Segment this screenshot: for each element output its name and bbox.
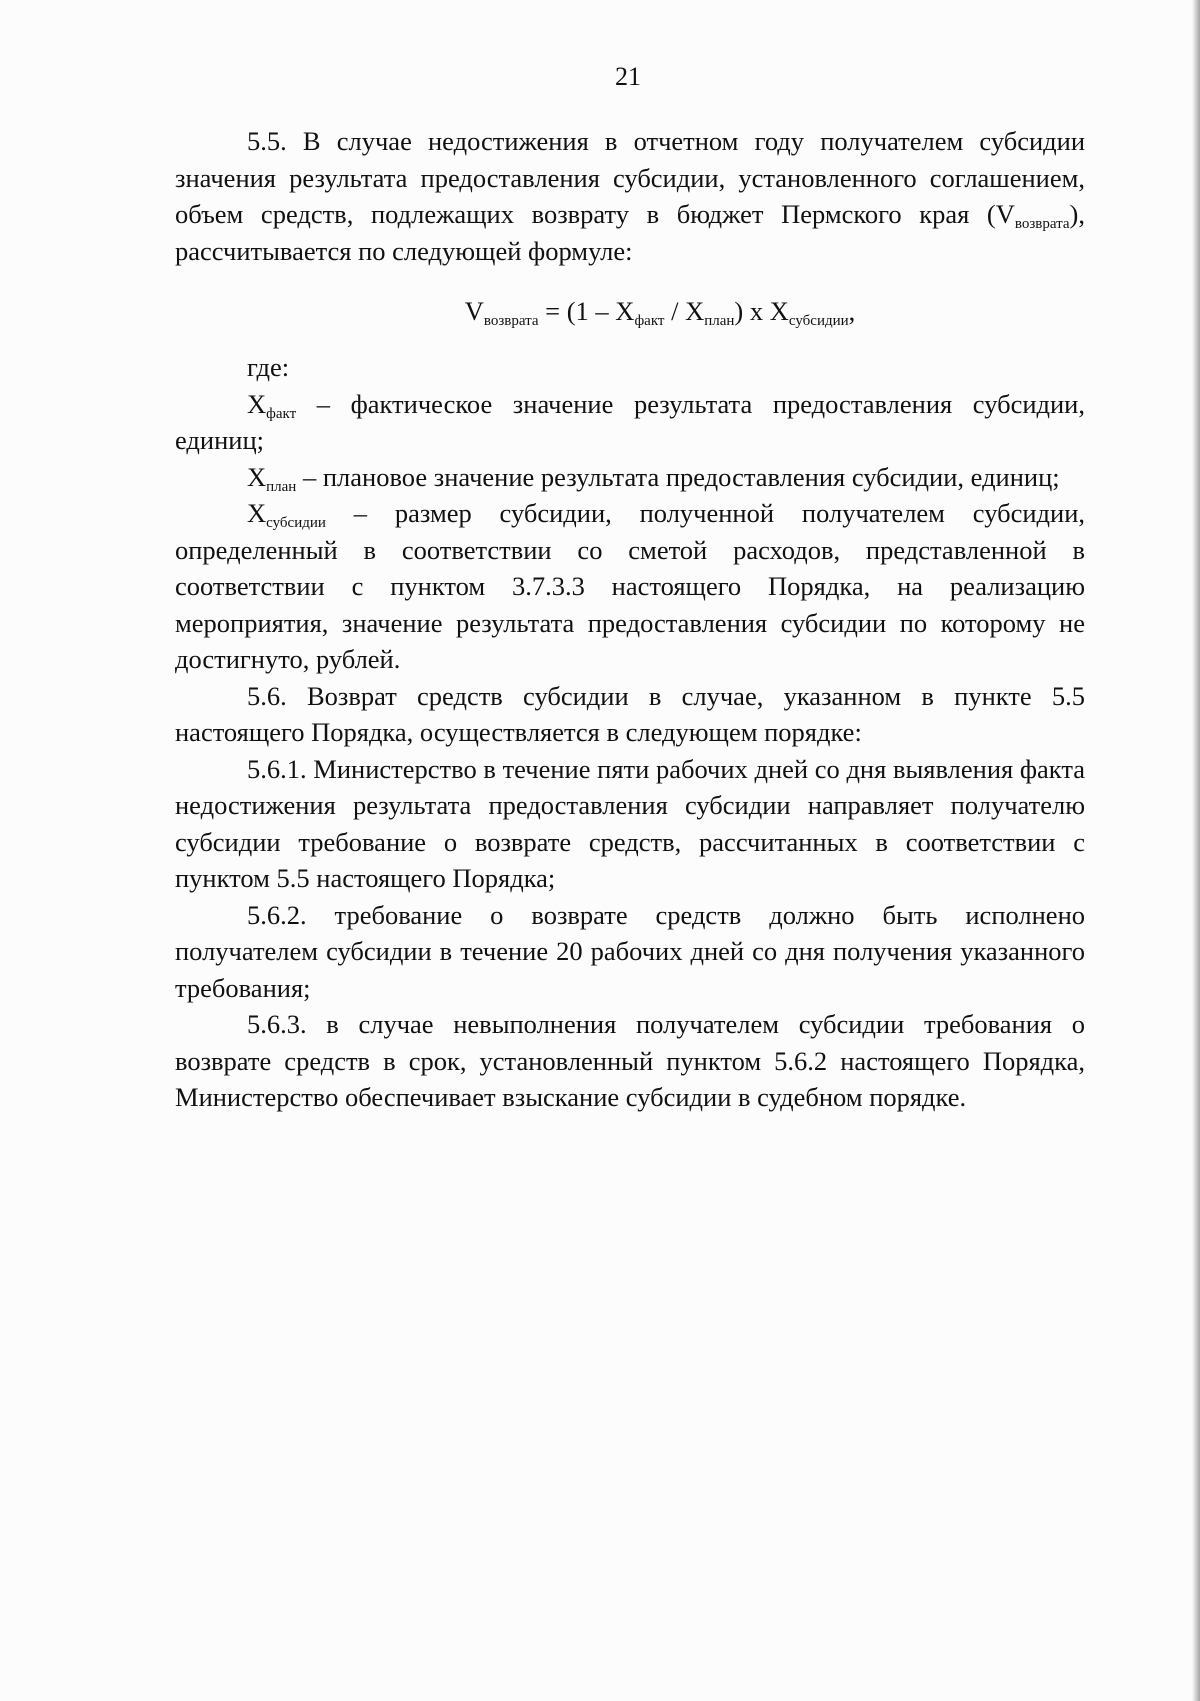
paragraph-5-6-3: 5.6.3. в случае невыполнения получателем субсидии требования о возврате средств в срок, установленный пунктом 5.6.2 настоящего Порядка, Министерство обеспечивает взыскание субсидии в судебном порядке.: [175, 1009, 1085, 1112]
formula-mul: ) x X: [734, 296, 789, 326]
definition-text: – плановое значение результата предоставления субсидии, единиц;: [296, 461, 1060, 492]
formula-v-subscript: возврата: [483, 313, 539, 329]
definition-subscript: факт: [266, 405, 297, 422]
definition-text: – фактическое значение результата предоставления субсидии, единиц;: [175, 388, 1085, 455]
definition-subscript: план: [266, 478, 297, 495]
formula-end: ,: [848, 296, 856, 326]
paragraph-5-5-tail: ), рассчитывается по следующей формуле:: [175, 199, 1085, 266]
formula-v: V: [464, 296, 484, 326]
page-edge-shadow: [1192, 0, 1200, 1701]
formula-fact-subscript: факт: [634, 313, 665, 329]
document-body: [175, 123, 1085, 1116]
definition-text: – размер субсидии, полученной получателем субсидии, определенный в соответствии со сметой расходов, представленной в соответствии с пунктом 3.7.3.3 настоящего Порядка, на реализацию мероприятия, значение результата предоставления субсидии по которому не достигнуто, рублей.: [175, 498, 1085, 674]
paragraph-5-6-2: 5.6.2. требование о возврате средств должно быть исполнено получателем субсидии в течение 20 рабочих дней со дня получения указанного требования;: [175, 899, 1085, 1003]
paragraph-5-6: 5.6. Возврат средств субсидии в случае, указанном в пункте 5.5 настоящего Порядка, осуществляется в следующем порядке:: [175, 680, 1085, 747]
formula-subs-subscript: субсидии: [788, 313, 849, 329]
formula: [175, 293, 1085, 329]
definition-x-fact: [175, 386, 1085, 459]
v-return-subscript: возврата: [1014, 216, 1070, 232]
definition-subscript: субсидии: [266, 515, 326, 531]
where-label: где:: [247, 352, 290, 382]
definition-x-subsidy: [175, 495, 1085, 678]
definition-symbol: X: [247, 388, 267, 419]
paragraph-5-6-1: 5.6.1. Министерство в течение пяти рабочих дней со дня выявления факта недостижения результата предоставления субсидии направляет получателю субсидии требование о возврате средств, рассчитанных в соответствии с пунктом 5.5 настоящего Порядка;: [175, 753, 1085, 893]
paragraph-5-5-lead: 5.5. В случае недостижения в отчетном году получателем субсидии значения результата предоставления субсидии, установленного соглашением, объем средств, подлежащих возврату в бюджет Пермского края (V: [175, 126, 1085, 229]
formula-plan-subscript: план: [704, 313, 735, 329]
definition-symbol: X: [247, 498, 267, 528]
paragraph-5-5: [175, 123, 1085, 269]
formula-eq: = (1 – X: [538, 296, 635, 326]
page-number: 21: [615, 62, 641, 91]
formula-div: / X: [664, 296, 705, 326]
definition-symbol: X: [247, 461, 267, 492]
definition-x-plan: [175, 459, 1085, 496]
